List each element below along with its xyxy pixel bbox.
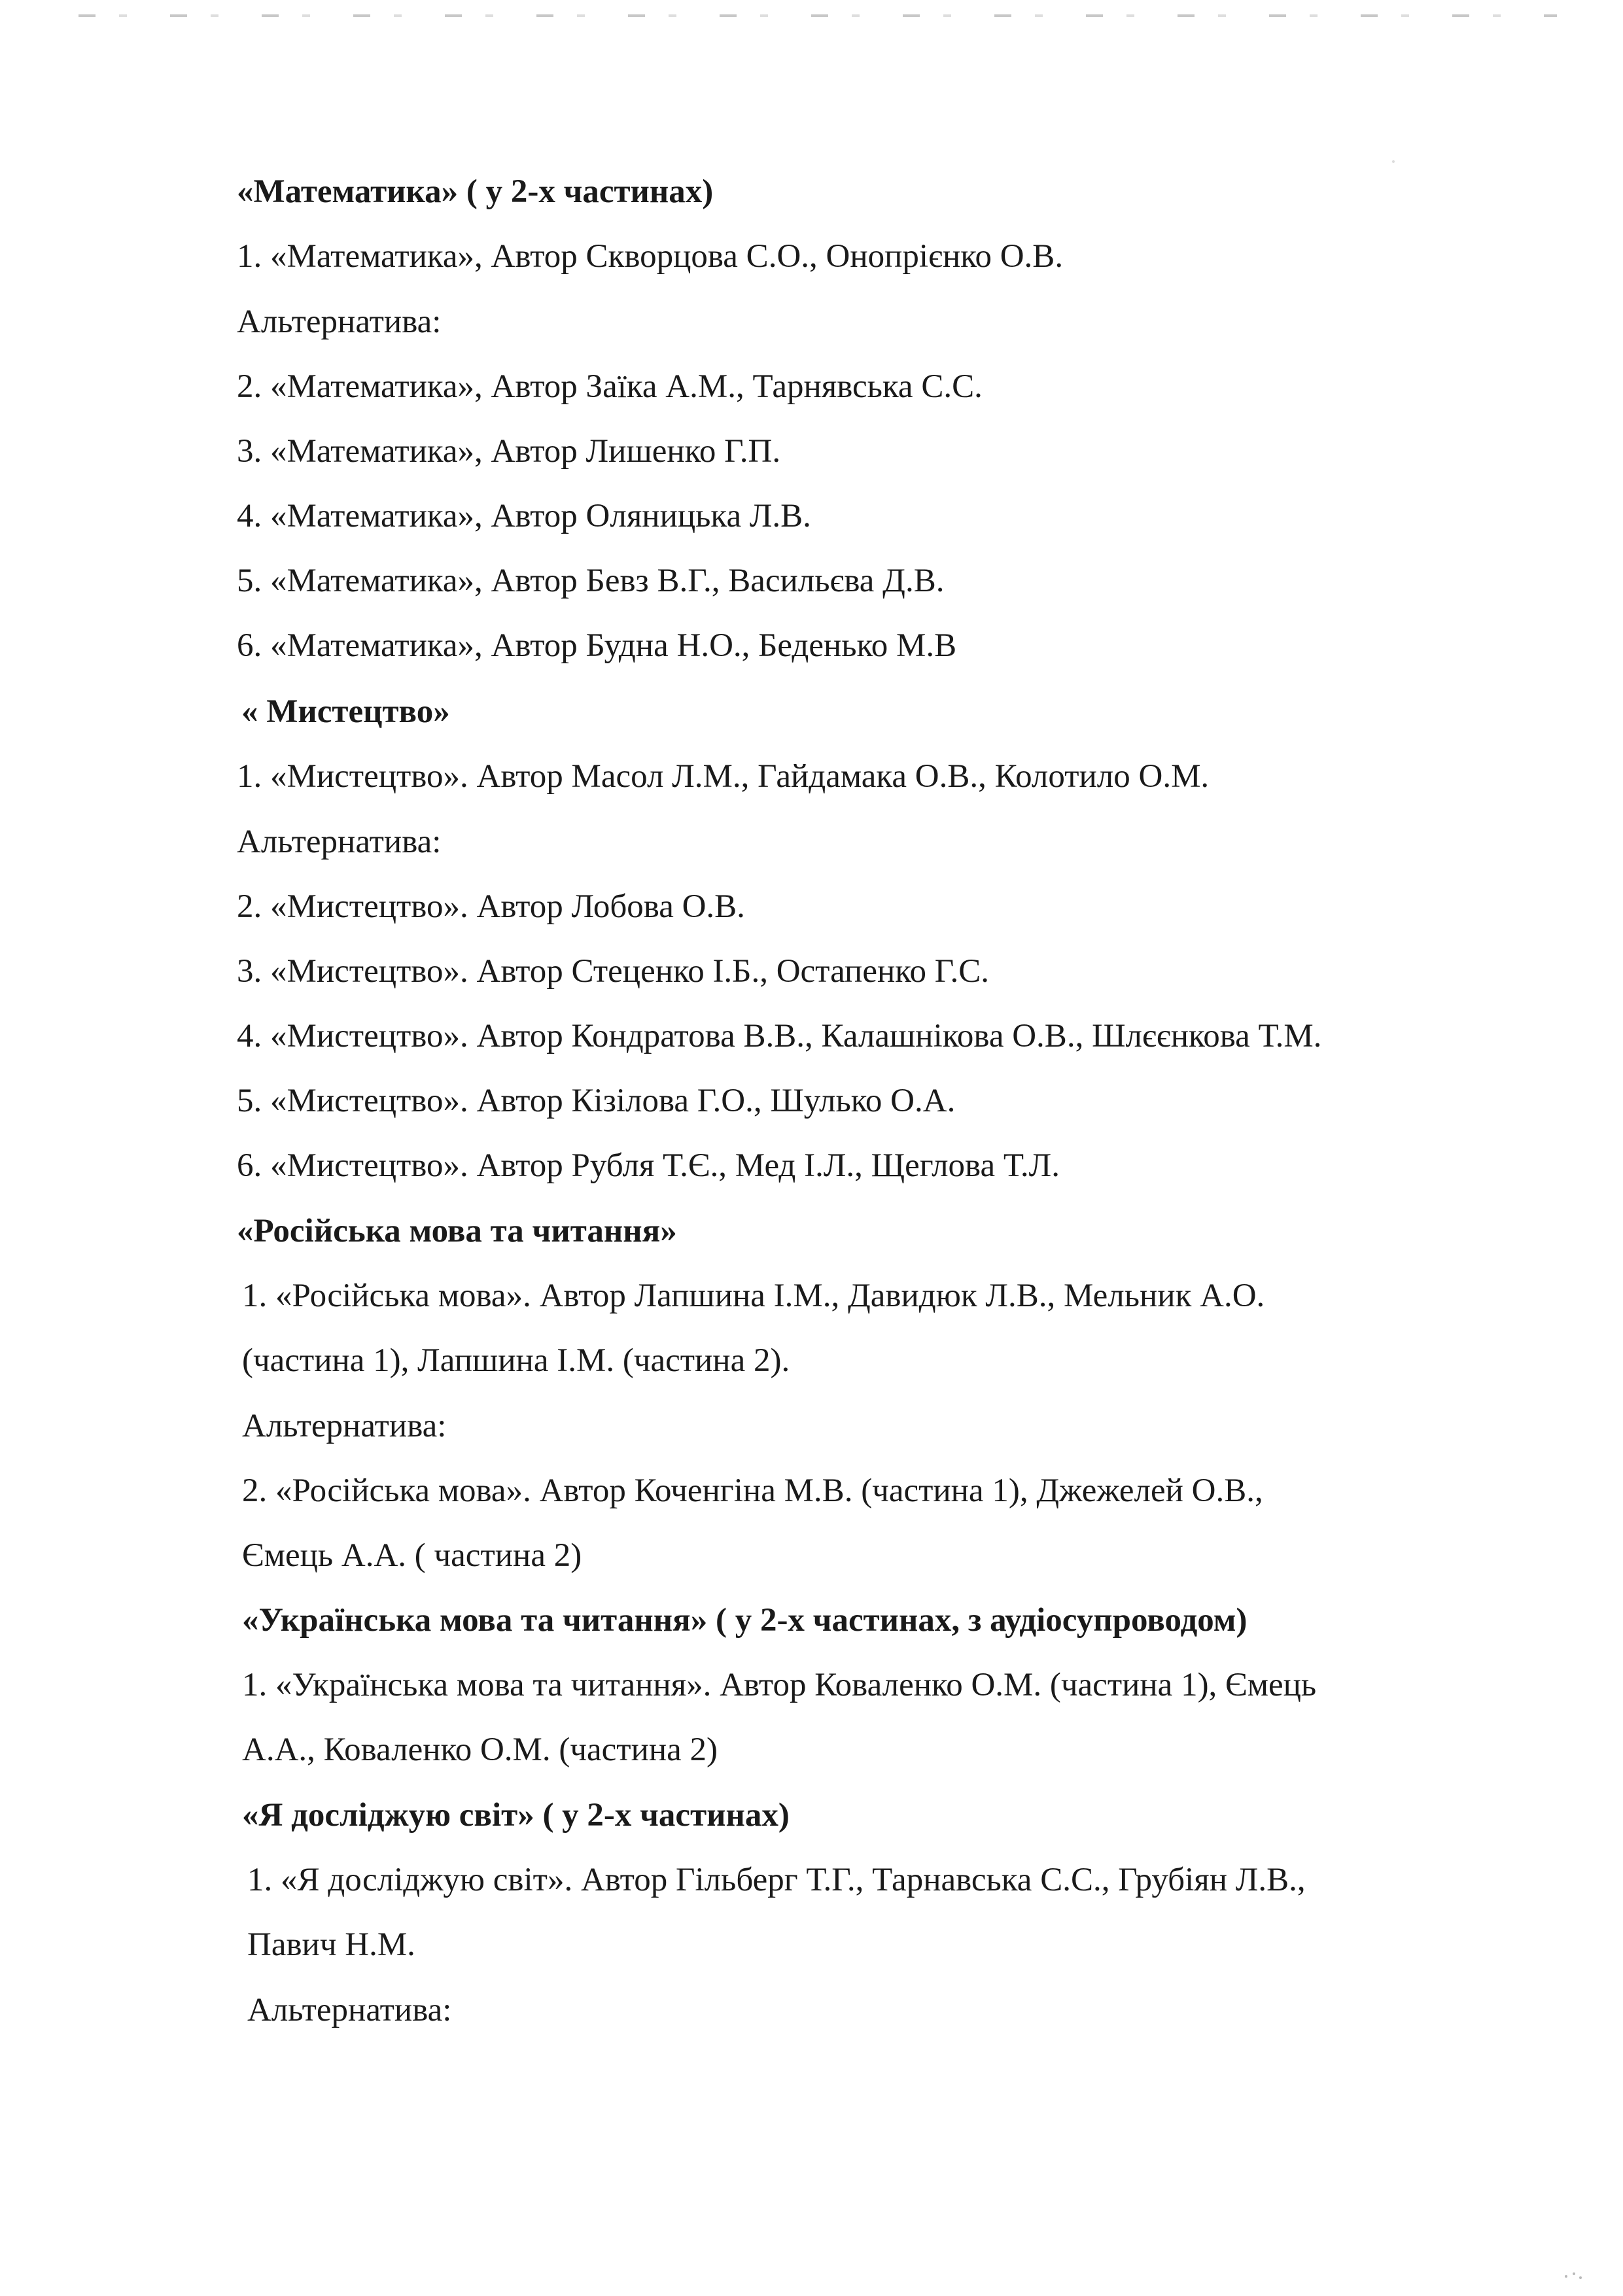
list-item: 6. «Математика», Автор Будна Н.О., Беденько М.В: [237, 627, 957, 664]
scan-speck: [1579, 2276, 1582, 2279]
list-item: 2. «Російська мова». Автор Коченгіна М.В. (частина 1), Джежелей О.В.,: [242, 1472, 1263, 1509]
alternative-label: Альтернатива:: [247, 1992, 452, 2028]
list-item: 2. «Математика», Автор Заїка А.М., Тарнявська С.С.: [237, 368, 983, 405]
list-item: 3. «Мистецтво». Автор Стеценко І.Б., Остапенко Г.С.: [237, 953, 989, 990]
section-heading-art: « Мистецтво»: [241, 693, 450, 730]
alternative-label: Альтернатива:: [237, 304, 442, 340]
list-item-continuation: (частина 1), Лапшина І.М. (частина 2).: [242, 1342, 790, 1379]
list-item: 1. «Російська мова». Автор Лапшина І.М., Давидюк Л.В., Мельник А.О.: [242, 1278, 1265, 1314]
section-heading-ukrainian: «Українська мова та читання» ( у 2-х частинах, з аудіосупроводом): [242, 1602, 1248, 1639]
list-item: 1. «Я досліджую світ». Автор Гільберг Т.Г., Тарнавська С.С., Грубіян Л.В.,: [247, 1862, 1306, 1898]
list-item: 1. «Математика», Автор Скворцова С.О., Онопрієнко О.В.: [237, 238, 1064, 275]
alternative-label: Альтернатива:: [242, 1408, 447, 1444]
list-item: 3. «Математика», Автор Лишенко Г.П.: [237, 433, 781, 470]
list-item: 4. «Математика», Автор Оляницька Л.В.: [237, 498, 811, 534]
list-item: 5. «Мистецтво». Автор Кізілова Г.О., Шулько О.А.: [237, 1083, 956, 1119]
list-item: 4. «Мистецтво». Автор Кондратова В.В., Калашнікова О.В., Шлєєнкова Т.М.: [237, 1018, 1322, 1054]
section-heading-mathematics: «Математика» ( у 2-х частинах): [237, 173, 714, 210]
list-item-continuation: А.А., Коваленко О.М. (частина 2): [242, 1731, 718, 1768]
list-item: 1. «Українська мова та читання». Автор Коваленко О.М. (частина 1), Ємець: [242, 1667, 1317, 1703]
list-item-continuation: Павич Н.М.: [247, 1926, 415, 1963]
list-item-continuation: Ємець А.А. ( частина 2): [242, 1537, 582, 1574]
section-heading-world: «Я досліджую світ» ( у 2-х частинах): [242, 1797, 790, 1834]
list-item: 1. «Мистецтво». Автор Масол Л.М., Гайдамака О.В., Колотило О.М.: [237, 758, 1210, 795]
scan-speck: [1392, 160, 1395, 163]
section-heading-russian: «Російська мова та читання»: [237, 1213, 677, 1249]
scan-speck: [1565, 2275, 1567, 2278]
list-item: 6. «Мистецтво». Автор Рубля Т.Є., Мед І.Л., Щеглова Т.Л.: [237, 1147, 1060, 1184]
alternative-label: Альтернатива:: [237, 824, 442, 860]
list-item: 2. «Мистецтво». Автор Лобова О.В.: [237, 888, 745, 925]
scan-speck: [1573, 2272, 1575, 2275]
list-item: 5. «Математика», Автор Бевз В.Г., Васильєва Д.В.: [237, 563, 945, 599]
